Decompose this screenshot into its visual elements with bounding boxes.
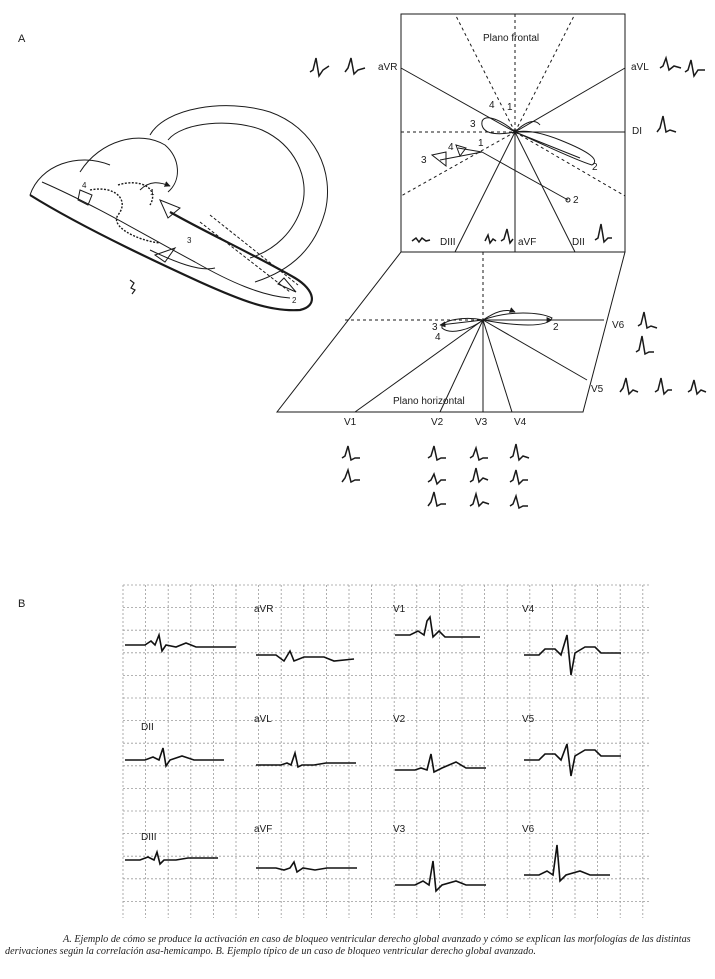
lead-label-v5: V5 bbox=[522, 714, 535, 725]
lead-label-avr: aVR bbox=[378, 62, 398, 73]
svg-text:4: 4 bbox=[82, 181, 87, 190]
svg-text:3: 3 bbox=[470, 119, 476, 130]
ecg-trace-v2 bbox=[395, 754, 486, 772]
horizontal-plane bbox=[277, 252, 625, 412]
ecg-trace-v3 bbox=[395, 861, 486, 891]
svg-text:1: 1 bbox=[478, 138, 484, 149]
lead-label-di: DI bbox=[632, 126, 642, 137]
lead-label-v5: V5 bbox=[591, 384, 604, 395]
lead-label-v4: V4 bbox=[522, 604, 535, 615]
ecg-trace-v1 bbox=[395, 617, 480, 637]
lead-label-avl: aVL bbox=[631, 62, 649, 73]
lead-label-v4: V4 bbox=[514, 417, 527, 428]
ecg-trace-dii bbox=[125, 748, 224, 766]
figure-caption: A. Ejemplo de cómo se produce la activación en caso de bloqueo ventricular derecho global avanzado y cómo se explican las morfologías de las distintas derivaciones según la correlación asa-hemicampo. B. Ejemplo típico de un caso de bloqueo ventricular derecho global avanzado. bbox=[5, 934, 691, 957]
lead-label-v2: V2 bbox=[393, 714, 406, 725]
lead-label-avl: aVL bbox=[254, 714, 272, 725]
svg-text:1: 1 bbox=[150, 188, 155, 197]
horizontal-traces bbox=[342, 312, 706, 508]
lead-label-avr: aVR bbox=[254, 604, 274, 615]
lead-label-dii: DII bbox=[572, 237, 585, 248]
frontal-traces bbox=[310, 58, 705, 243]
svg-text:3: 3 bbox=[432, 322, 438, 333]
ecg-grid bbox=[123, 585, 650, 918]
svg-text:Plano frontal: Plano frontal bbox=[483, 33, 540, 44]
lead-label-v6: V6 bbox=[522, 824, 535, 835]
svg-text:4: 4 bbox=[448, 142, 454, 153]
ecg-trace-v4 bbox=[524, 635, 621, 675]
heart-diagram bbox=[30, 106, 328, 311]
ecg-trace-v6 bbox=[524, 845, 610, 881]
svg-text:Plano horizontal: Plano horizontal bbox=[393, 396, 465, 407]
svg-text:1: 1 bbox=[507, 102, 513, 113]
panel-b-label: B bbox=[18, 598, 26, 610]
lead-label-v6: V6 bbox=[612, 320, 625, 331]
lead-label-v2: V2 bbox=[431, 417, 444, 428]
lead-label-v3: V3 bbox=[475, 417, 488, 428]
svg-text:3: 3 bbox=[187, 236, 192, 245]
ecg-trace-avf bbox=[256, 862, 357, 872]
frontal-plane bbox=[401, 14, 625, 252]
ecg-trace-avl bbox=[256, 753, 356, 767]
ecg-trace-v5 bbox=[524, 744, 621, 776]
ecg-lead-labels bbox=[141, 604, 535, 843]
ecg-trace-di bbox=[125, 635, 236, 651]
lead-label-dii: DII bbox=[141, 722, 154, 733]
lead-label-avf: aVF bbox=[254, 824, 273, 835]
lead-label-v1: V1 bbox=[344, 417, 357, 428]
lead-label-v3: V3 bbox=[393, 824, 406, 835]
svg-text:4: 4 bbox=[435, 332, 441, 343]
lead-label-diii: DIII bbox=[440, 237, 456, 248]
ecg-trace-diii bbox=[125, 852, 218, 864]
lead-label-avf: aVF bbox=[518, 237, 537, 248]
lead-label-diii: DIII bbox=[141, 832, 157, 843]
svg-text:4: 4 bbox=[489, 100, 495, 111]
svg-text:2: 2 bbox=[292, 296, 297, 305]
heart-vector-numbers bbox=[82, 181, 297, 305]
lead-label-v1: V1 bbox=[393, 604, 406, 615]
frontal-labels bbox=[378, 33, 649, 248]
ecg-traces bbox=[125, 617, 621, 891]
svg-text:2: 2 bbox=[573, 195, 579, 206]
panel-a-label: A bbox=[18, 33, 26, 45]
svg-text:2: 2 bbox=[592, 162, 598, 173]
svg-text:3: 3 bbox=[421, 155, 427, 166]
svg-text:2: 2 bbox=[553, 322, 559, 333]
